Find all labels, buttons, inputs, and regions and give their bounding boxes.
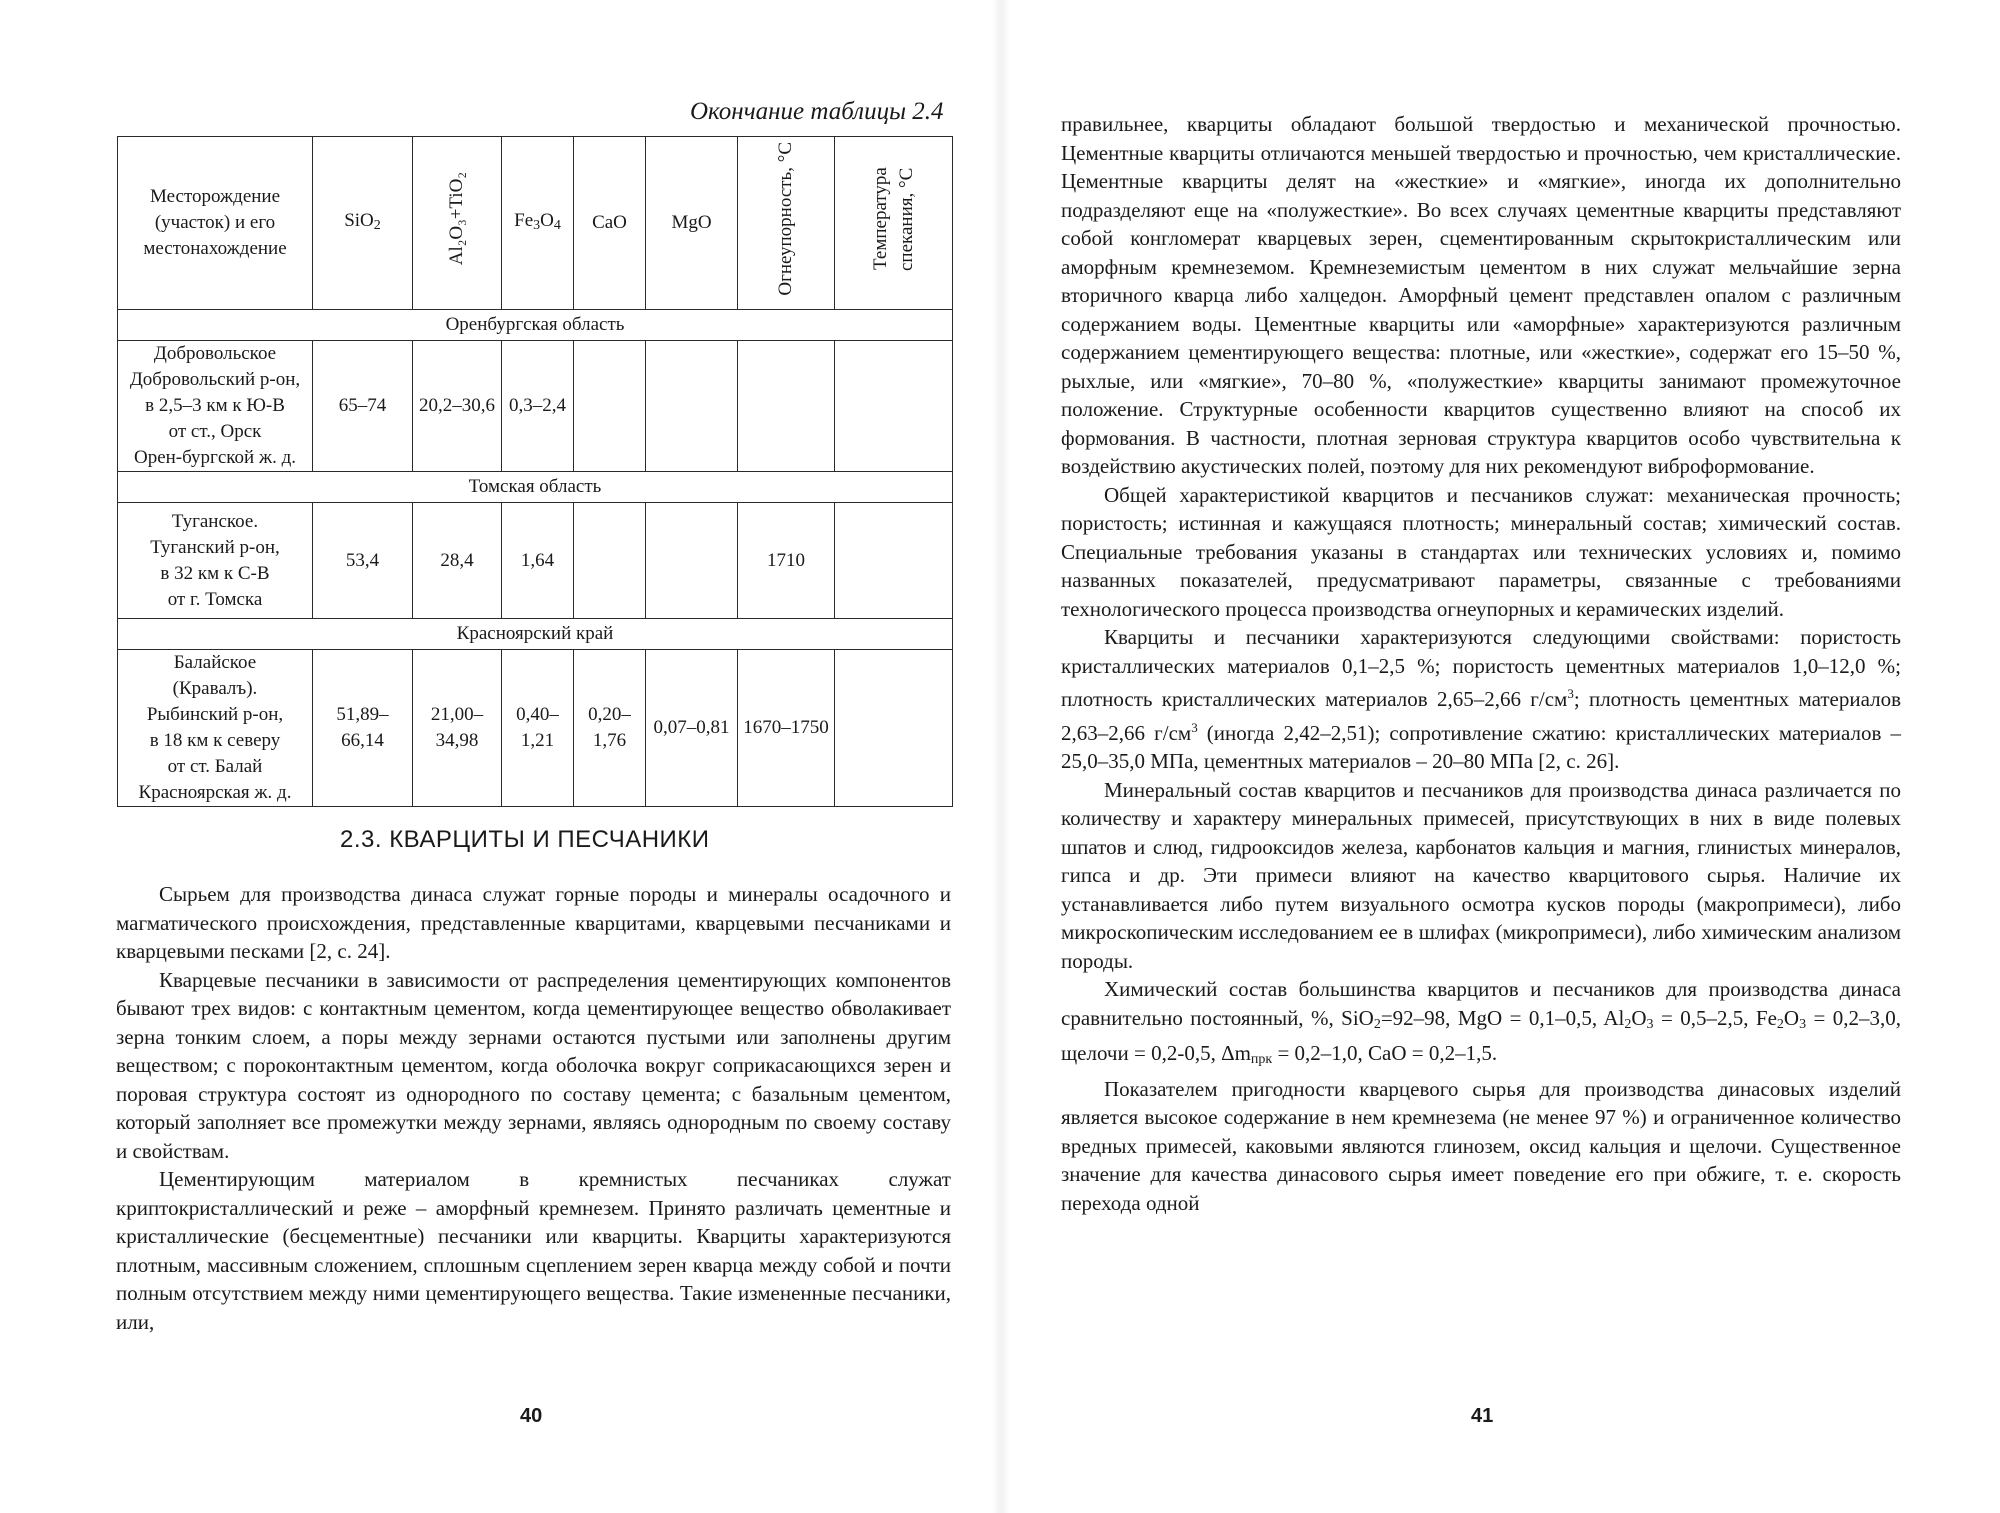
header-fe3o4: $Fe_3O_4$ bbox=[502, 137, 574, 310]
refractoriness-cell bbox=[738, 341, 835, 472]
header-mgo: MgO bbox=[646, 137, 738, 310]
al2o3-cell: 20,2–30,6 bbox=[413, 341, 502, 472]
paragraph: Цементирующим материалом в кремнистых песчаниках служат криптокристаллический и реже – аморфный кремнезем. Принято различать цементные и кристаллические (бесцементные) песчаники или кварциты. Кварциты характеризуются плотным, массивным сложением, сплошным сцеплением зерен кварца между собой и почти полным отсутствием между ними цементирующего вещества. Такие измененные песчаники, или, bbox=[116, 1167, 951, 1334]
table-continuation-caption: Окончание таблицы 2.4 bbox=[690, 98, 944, 125]
paragraph: Общей характеристикой кварцитов и песчаников служат: механическая прочность; пористость; истинная и кажущаяся плотность; минеральный состав; химический состав. Специальные требования указаны в стандартах или технических условиях и, помимо названных показателей, предусматривают параметры, связанные с требованиями технологического процесса производства огнеупорных и керамических изделий. bbox=[1061, 482, 1901, 621]
region-tomsk: Томская область bbox=[118, 472, 953, 503]
deposit-cell: Туганское. Туганский р-он, в 32 км к С-В от г. Томска bbox=[118, 503, 313, 619]
sintering-cell bbox=[835, 503, 953, 619]
region-row bbox=[118, 472, 953, 503]
refractoriness-cell: 1710 bbox=[738, 503, 835, 619]
paragraph: правильнее, кварциты обладают большой твердостью и механической прочностью. Цементные кварциты отличаются меньшей твердостью и прочностью, чем кристаллические. Цементные кварциты делят на «жесткие» и «мягкие», иногда их дополнительно подразделяют еще на «полужесткие». Во всех случаях цементные кварциты представляют собой конгломерат кварцевых зерен, сцементированным скрытокристаллическим или аморфным кремнеземом. Кремнеземистым цементом в них служат мельчайшие зерна вторичного кварца либо халцедон. Аморфный цемент представлен опалом с различным содержанием воды. Цементные кварциты или «аморфные» характеризуются различным содержанием цементирующего вещества: плотные, или «жесткие», содержат его 15–50 %, рыхлые, или «мягкие», 70–80 %, «полужесткие» кварциты занимают промежуточное положение. Структурные особенности кварцитов существенно влияют на способ их формования. В частности, плотная зерновая структура кварцитов особо чувствительна к воздействию акустических полей, поэтому для них рекомендуют виброформование. bbox=[1061, 112, 1901, 478]
header-al2o3-tio2: Al₂O₃+TiO₂ bbox=[413, 137, 502, 310]
header-cao: CaO bbox=[574, 137, 646, 310]
section-title: 2.3. КВАРЦИТЫ И ПЕСЧАНИКИ bbox=[340, 826, 710, 853]
refractoriness-cell: 1670–1750 bbox=[738, 650, 835, 807]
page-number-right: 41 bbox=[1471, 1405, 1494, 1427]
cao-cell bbox=[574, 503, 646, 619]
region-krasnoyarsk: Красноярский край bbox=[118, 619, 953, 650]
fe3o4-cell: 0,40– 1,21 bbox=[502, 650, 574, 807]
right-body-text bbox=[1061, 110, 1901, 1217]
fe3o4-cell: 0,3–2,4 bbox=[502, 341, 574, 472]
deposits-table bbox=[117, 136, 953, 807]
header-refractoriness: Огнеупорность, °С bbox=[738, 137, 835, 310]
left-body-text bbox=[116, 880, 951, 1336]
cao-cell bbox=[574, 341, 646, 472]
sintering-cell bbox=[835, 650, 953, 807]
table-row bbox=[118, 341, 953, 472]
mgo-cell bbox=[646, 503, 738, 619]
region-row bbox=[118, 619, 953, 650]
header-sio2: SiO$_2$ bbox=[313, 137, 413, 310]
al2o3-cell: 28,4 bbox=[413, 503, 502, 619]
page-number-left: 40 bbox=[520, 1405, 543, 1427]
paragraph: Химический состав большинства кварцитов и песчаников для производства динаса сравнительно постоянный, %, SiO$_2$=92–98, MgO = 0,1–0,5, $Al_2O_3 = 0,5-2,5$, $Fe_2O_3 = 0,2-3,0$, щелочи = 0,2-0,5, $\Delta m_{прк} = 0,2-1,0$, CaO = 0,2–1,5. bbox=[1061, 977, 1902, 1067]
sio2-cell: 51,89– 66,14 bbox=[313, 650, 413, 807]
paragraph: Кварцевые песчаники в зависимости от распределения цементирующих компонентов бывают трех видов: с контактным цементом, когда цементирующее вещество обволакивает зерна тонким слоем, а поры между зернами остаются пустыми или заполнены другим веществом; с пороконтактным цементом, когда оболочка вокруг соприкасающихся зерен и поровая структура состоят из однородного по составу цемента; с базальным цементом, который заполняет все промежутки между зернами, являясь однородным по своему составу и свойствам. bbox=[116, 967, 951, 1163]
mgo-cell: 0,07–0,81 bbox=[646, 650, 738, 807]
deposit-cell: Балайское (Кравалъ). Рыбинский р-он, в 18 км к северу от ст. Балай Красноярская ж. д. bbox=[118, 650, 313, 807]
paragraph: Кварциты и песчаники характеризуются следующими свойствами: пористость кристаллических материалов 0,1–2,5 %; пористость цементных материалов 1,0–12,0 %; плотность кристаллических материалов 2,65–2,66 $г/см^3$; плотность цементных материалов 2,63–2,66 $г/см^3$ (иногда 2,42–2,51); сопротивление сжатию: кристаллических материалов – 25,0–35,0 МПа, цементных материалов – 20–80 МПа [2, с. 26]. bbox=[1061, 625, 1901, 773]
table-row bbox=[118, 650, 953, 807]
sintering-cell bbox=[835, 341, 953, 472]
paragraph: Показателем пригодности кварцевого сырья для производства динасовых изделий является высокое содержание в нем кремнезема (не менее 97 %) и ограниченное количество вредных примесей, каковыми являются глинозем, оксид кальция и щелочи. Существенное значение для качества динасового сырья имеет поведение его при обжиге, т. е. скорость перехода одной bbox=[1061, 1076, 1901, 1215]
region-orenburg: Оренбургская область bbox=[118, 310, 953, 341]
header-sintering: Температура спекания, °С bbox=[835, 137, 953, 310]
al2o3-cell: 21,00– 34,98 bbox=[413, 650, 502, 807]
table-row bbox=[118, 503, 953, 619]
deposit-cell: Добровольское Добровольский р-он, в 2,5–3 км к Ю-В от ст., Орск Орен-бургской ж. д. bbox=[118, 341, 313, 472]
region-row bbox=[118, 310, 953, 341]
fe3o4-cell: 1,64 bbox=[502, 503, 574, 619]
mgo-cell bbox=[646, 341, 738, 472]
cao-cell: 0,20– 1,76 bbox=[574, 650, 646, 807]
paragraph: Сырьем для производства динаса служат горные породы и минералы осадочного и магматического происхождения, представленные кварцитами, кварцевыми песчаниками и кварцевыми песками [2, с. 24]. bbox=[116, 882, 951, 963]
sio2-cell: 65–74 bbox=[313, 341, 413, 472]
header-deposit: Месторождение (участок) и его местонахождение bbox=[118, 137, 313, 310]
paragraph: Минеральный состав кварцитов и песчаников для производства динаса различается по количеству и характеру минеральных примесей, присутствующих в них в виде полевых шпатов и слюд, гидрооксидов железа, карбонатов кальция и магния, глинистых минералов, гипса и др. Эти примеси влияют на качество кварцитового сырья. Наличие их устанавливается либо путем визуального осмотра кусков породы (макропримеси), либо микроскопическим исследованием ее в шлифах (микропримеси), либо химическим анализом породы. bbox=[1061, 777, 1901, 973]
sio2-cell: 53,4 bbox=[313, 503, 413, 619]
table-header-row bbox=[118, 137, 953, 310]
